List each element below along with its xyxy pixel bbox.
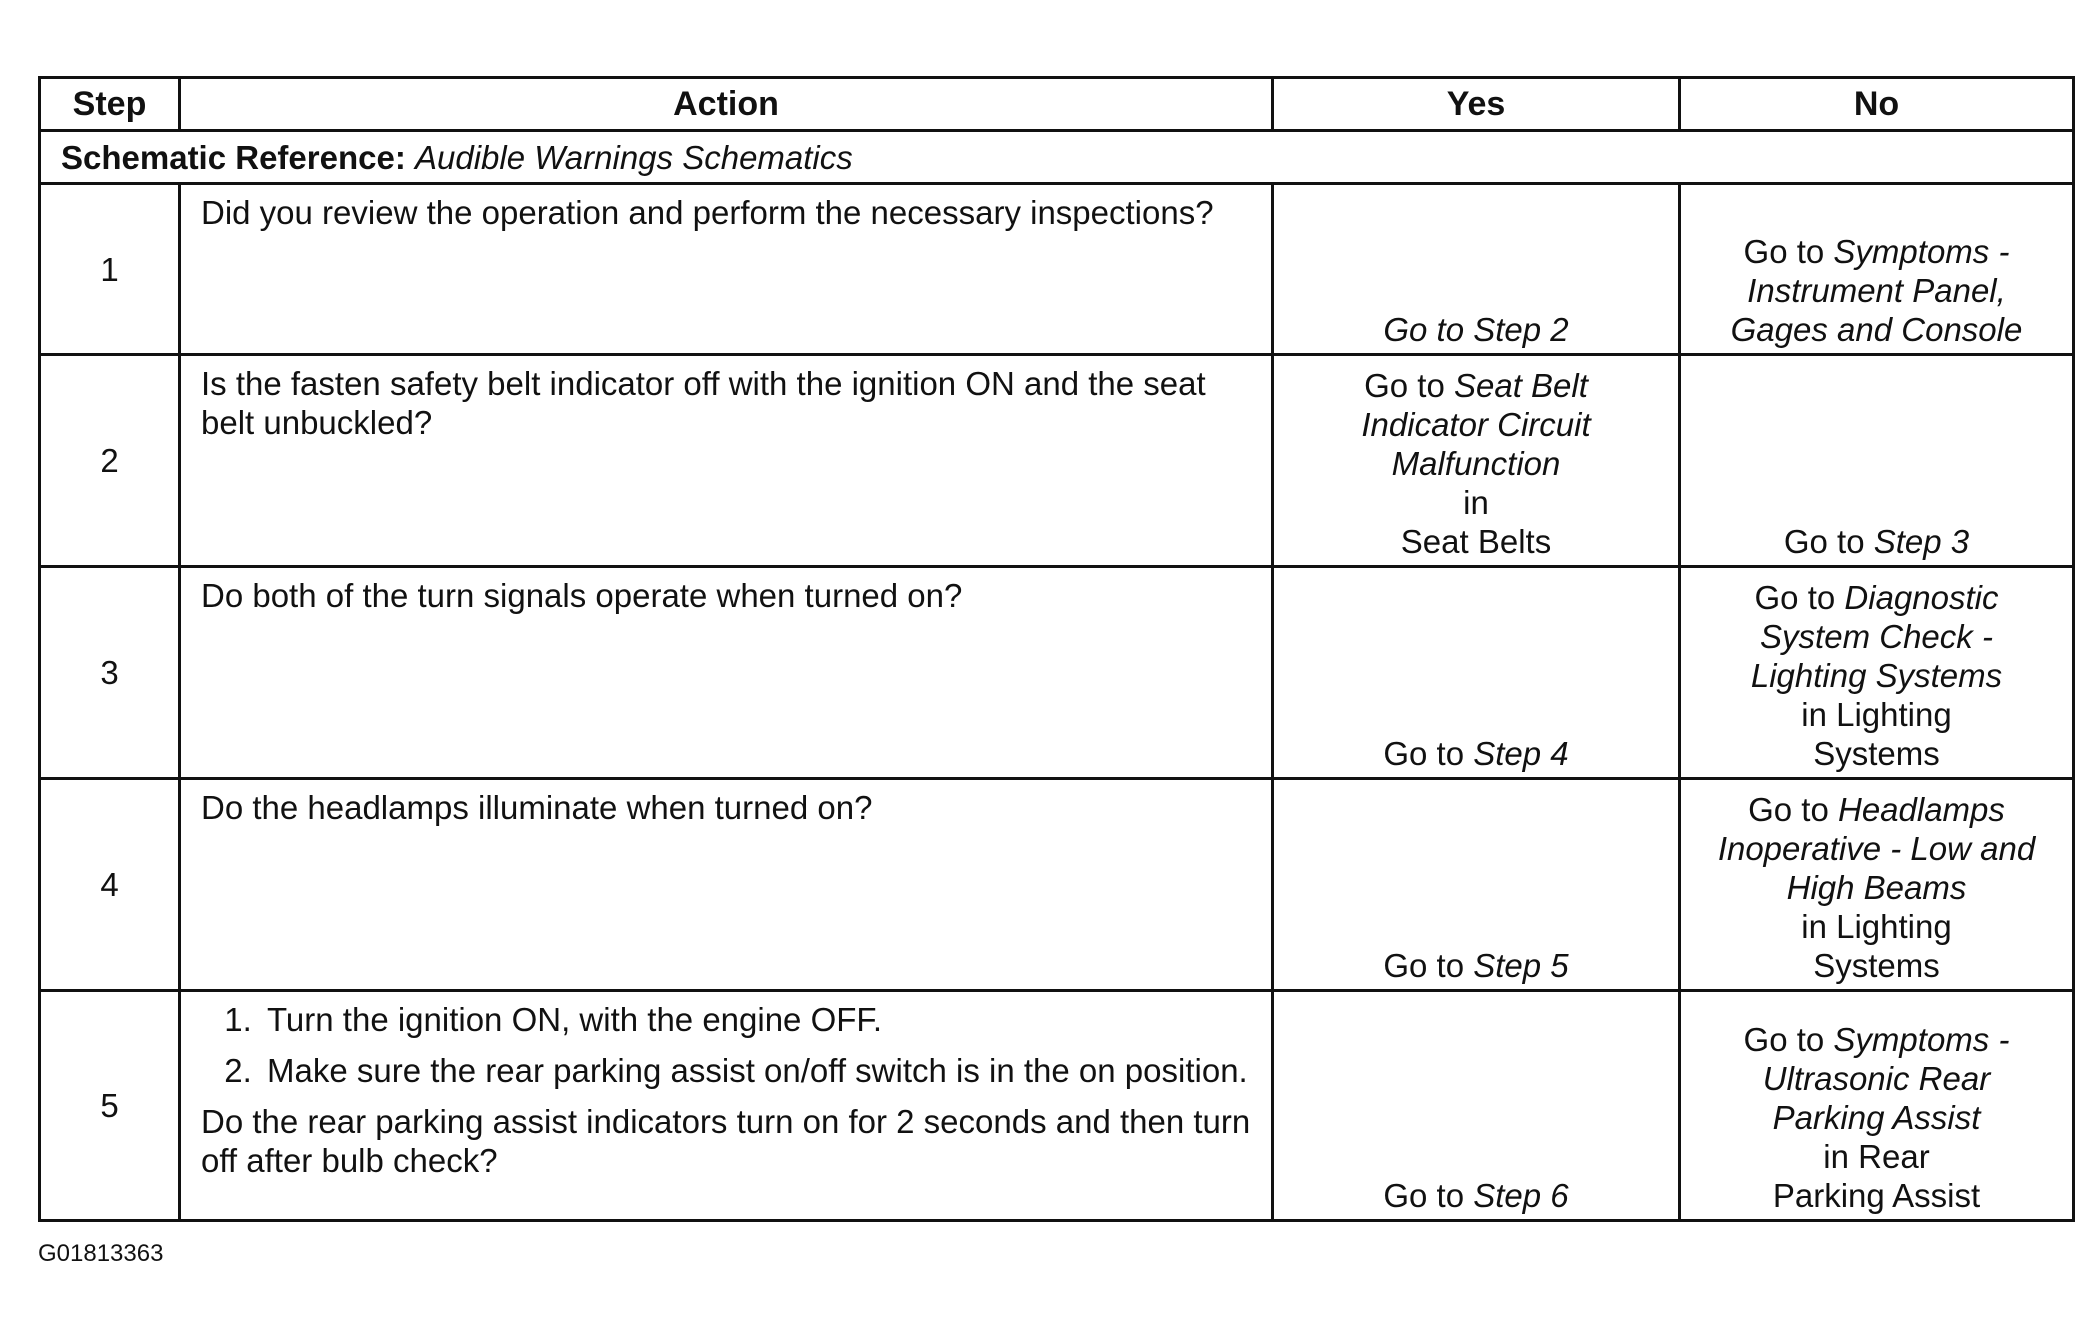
no-prefix: Go to: [1743, 233, 1825, 270]
header-action: Action: [180, 78, 1273, 131]
no-cell: [1680, 184, 2074, 355]
schematic-reference: [40, 131, 2074, 184]
yes-in: in: [1463, 484, 1489, 521]
header-row: [40, 78, 2074, 131]
step-number: 1: [40, 184, 180, 355]
step-number: 5: [40, 991, 180, 1221]
action-text: Did you review the operation and perform the necessary inspections?: [180, 184, 1273, 355]
no-in: in Lighting: [1801, 908, 1952, 945]
table-row: [40, 355, 2074, 567]
action-text: Is the fasten safety belt indicator off with the ignition ON and the seat belt unbuckled?: [180, 355, 1273, 567]
action-text: Do both of the turn signals operate when turned on?: [180, 567, 1273, 779]
no-cell: [1680, 991, 2074, 1221]
yes-cell: [1273, 779, 1680, 991]
no-doc: Parking Assist: [1772, 1177, 1981, 1214]
substep-item: 1. Turn the ignition ON, with the engine OFF.: [261, 1000, 1251, 1039]
no-link[interactable]: Diagnostic: [1844, 579, 1999, 616]
yes-link[interactable]: Seat Belt: [1453, 367, 1588, 404]
yes-cell: [1273, 567, 1680, 779]
no-in: in Lighting: [1801, 696, 1952, 733]
no-link[interactable]: Instrument Panel,: [1747, 272, 2006, 309]
no-in: in Rear: [1823, 1138, 1930, 1175]
no-doc: Systems: [1813, 735, 1940, 772]
table-row: [40, 991, 2074, 1221]
action-text: Do the rear parking assist indicators turn on for 2 seconds and then turn off after bulb check?: [201, 1103, 1251, 1179]
no-prefix: Go to: [1743, 1021, 1825, 1058]
figure-id: G01813363: [38, 1240, 164, 1267]
table-row: [40, 779, 2074, 991]
no-prefix: Go to: [1748, 791, 1829, 828]
substep-item: 2. Make sure the rear parking assist on/off switch is in the on position.: [261, 1051, 1251, 1090]
substep-list: [201, 1000, 1251, 1090]
no-cell: [1680, 779, 2074, 991]
no-link[interactable]: Headlamps: [1837, 791, 2005, 828]
header-yes: Yes: [1273, 78, 1680, 131]
diagnostic-table: [38, 76, 2075, 1222]
no-link[interactable]: Symptoms -: [1833, 1021, 2010, 1058]
yes-prefix: Go to: [1383, 1177, 1465, 1214]
schematic-reference-label: Schematic Reference:: [61, 138, 406, 176]
diagnostic-table-wrapper: [38, 76, 2072, 1222]
no-link[interactable]: Symptoms -: [1833, 233, 2010, 270]
schematic-reference-link[interactable]: Audible Warnings Schematics: [415, 138, 853, 176]
yes-cell: [1273, 184, 1680, 355]
schematic-reference-row: [40, 131, 2074, 184]
yes-prefix: Go to: [1383, 947, 1465, 984]
table-row: [40, 567, 2074, 779]
header-step: Step: [40, 78, 180, 131]
no-doc: Systems: [1813, 947, 1940, 984]
header-no: No: [1680, 78, 2074, 131]
yes-link[interactable]: Step 5: [1473, 947, 1569, 984]
table-row: [40, 184, 2074, 355]
yes-link[interactable]: Malfunction: [1391, 445, 1561, 482]
no-link[interactable]: Lighting Systems: [1750, 657, 2003, 694]
no-link[interactable]: High Beams: [1786, 869, 1967, 906]
yes-link[interactable]: Indicator Circuit: [1361, 406, 1591, 443]
yes-link[interactable]: Go to Step 2: [1383, 311, 1569, 348]
no-link[interactable]: Ultrasonic Rear: [1762, 1060, 1991, 1097]
no-cell: [1680, 567, 2074, 779]
no-link[interactable]: Gages and Console: [1730, 311, 2023, 348]
step-number: 3: [40, 567, 180, 779]
action-text: Do the headlamps illuminate when turned on?: [180, 779, 1273, 991]
step-number: 2: [40, 355, 180, 567]
yes-cell: [1273, 355, 1680, 567]
no-link[interactable]: Parking Assist: [1772, 1099, 1981, 1136]
yes-link[interactable]: Step 6: [1473, 1177, 1569, 1214]
no-link[interactable]: Step 3: [1873, 523, 1970, 560]
action-cell: [180, 991, 1273, 1221]
no-prefix: Go to: [1754, 579, 1836, 616]
yes-cell: [1273, 991, 1680, 1221]
yes-doc: Seat Belts: [1400, 523, 1552, 560]
step-number: 4: [40, 779, 180, 991]
no-cell: [1680, 355, 2074, 567]
no-prefix: Go to: [1783, 523, 1865, 560]
yes-prefix: Go to: [1364, 367, 1445, 404]
no-link[interactable]: Inoperative - Low and: [1717, 830, 2036, 867]
yes-prefix: Go to: [1383, 735, 1465, 772]
yes-link[interactable]: Step 4: [1473, 735, 1569, 772]
no-link[interactable]: System Check -: [1760, 618, 1993, 655]
